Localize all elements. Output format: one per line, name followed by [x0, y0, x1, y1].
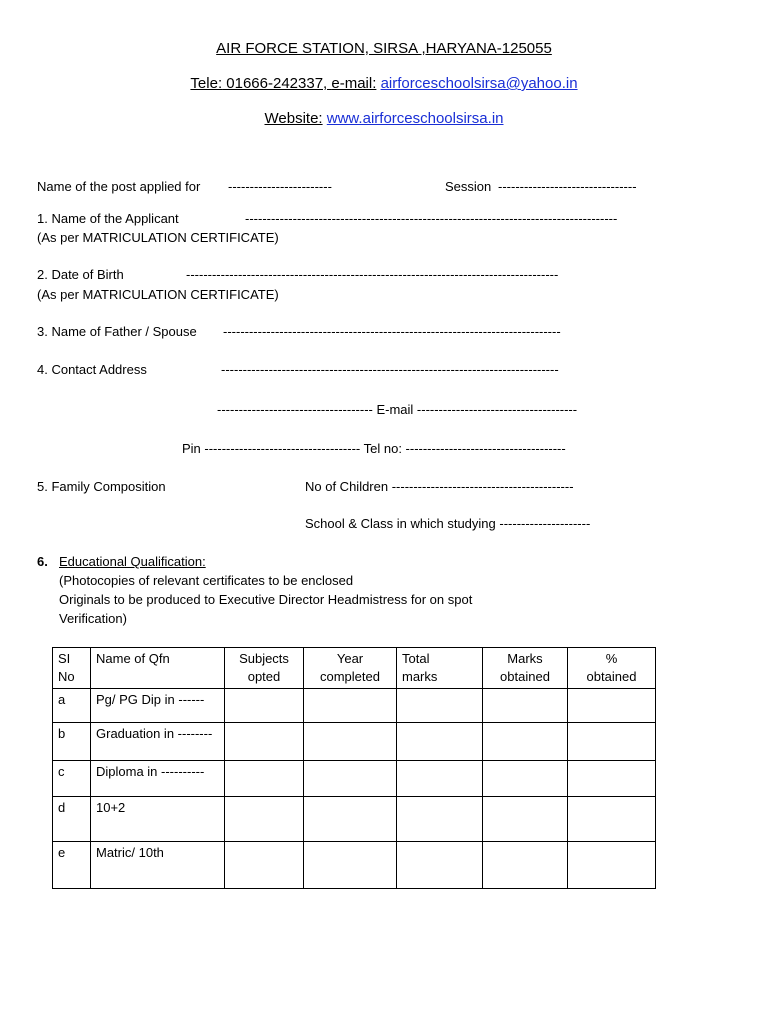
- cell-total[interactable]: [397, 761, 483, 797]
- q3-label: 3. Name of Father / Spouse: [37, 324, 197, 339]
- q5-label: 5. Family Composition: [37, 479, 166, 494]
- table-row: [53, 689, 656, 723]
- cell-percent[interactable]: [568, 797, 656, 842]
- school-line: School & Class in which studying ---------------------: [305, 516, 591, 531]
- children-line: No of Children ------------------------------------------: [305, 479, 574, 494]
- post-label: Name of the post applied for: [37, 179, 201, 194]
- website-label: Website:: [264, 110, 323, 127]
- cell-total[interactable]: [397, 723, 483, 761]
- row-name: Pg/ PG Dip in ------: [91, 689, 225, 723]
- cell-subjects[interactable]: [225, 761, 304, 797]
- cell-percent[interactable]: [568, 723, 656, 761]
- table-row: [53, 723, 656, 761]
- row-sl: d: [53, 797, 91, 842]
- cell-percent[interactable]: [568, 842, 656, 889]
- q1-note: (As per MATRICULATION CERTIFICATE): [37, 230, 279, 245]
- q4-label: 4. Contact Address: [37, 362, 147, 377]
- post-dash: ------------------------: [228, 179, 332, 194]
- cell-year[interactable]: [304, 689, 397, 723]
- q6-title: Educational Qualification:: [59, 554, 206, 569]
- q2-note: (As per MATRICULATION CERTIFICATE): [37, 287, 279, 302]
- q6-note3: Verification): [59, 611, 127, 626]
- table-header-row: [53, 648, 656, 689]
- q3-dash: ------------------------------------------------------------------------------: [223, 324, 561, 339]
- col-year: Year completed: [304, 648, 397, 689]
- q1-dash: --------------------------------------------------------------------------------------: [245, 211, 618, 226]
- row-sl: a: [53, 689, 91, 723]
- col-total: Total marks: [397, 648, 483, 689]
- cell-subjects[interactable]: [225, 842, 304, 889]
- email-line: ------------------------------------ E-mail -------------------------------------: [217, 402, 578, 417]
- q6-note2: Originals to be produced to Executive Director Headmistress for on spot: [59, 592, 473, 607]
- session-label: Session: [445, 179, 492, 194]
- table-row: [53, 761, 656, 797]
- session-dash: --------------------------------: [498, 179, 637, 194]
- cell-year[interactable]: [304, 797, 397, 842]
- cell-marks[interactable]: [483, 797, 568, 842]
- email-link[interactable]: airforceschoolsirsa@yahoo.in: [380, 75, 578, 92]
- row-name: Matric/ 10th: [91, 842, 225, 889]
- row-sl: e: [53, 842, 91, 889]
- cell-year[interactable]: [304, 723, 397, 761]
- cell-subjects[interactable]: [225, 689, 304, 723]
- col-subjects: Subjects opted: [225, 648, 304, 689]
- qualification-table: [52, 647, 656, 889]
- website-link[interactable]: www.airforceschoolsirsa.in: [326, 110, 504, 127]
- col-percent: % obtained: [568, 648, 656, 689]
- q2-dash: --------------------------------------------------------------------------------------: [186, 267, 559, 282]
- tele-label: Tele:: [190, 75, 223, 92]
- row-name: Diploma in ----------: [91, 761, 225, 797]
- tele-value: 01666-242337,: [222, 75, 332, 92]
- cell-percent[interactable]: [568, 689, 656, 723]
- row-name: 10+2: [91, 797, 225, 842]
- header-website: [0, 110, 768, 127]
- col-marks: Marks obtained: [483, 648, 568, 689]
- cell-marks[interactable]: [483, 723, 568, 761]
- cell-marks[interactable]: [483, 761, 568, 797]
- cell-subjects[interactable]: [225, 797, 304, 842]
- email-label: e-mail:: [331, 75, 377, 92]
- q2-label: 2. Date of Birth: [37, 267, 124, 282]
- cell-total[interactable]: [397, 689, 483, 723]
- q1-label: 1. Name of the Applicant: [37, 211, 179, 226]
- pin-line: Pin ------------------------------------ Tel no: -------------------------------------: [182, 441, 566, 456]
- col-name: Name of Qfn: [91, 648, 225, 689]
- header-address: AIR FORCE STATION, SIRSA ,HARYANA-125055: [216, 40, 552, 57]
- header-contact: [0, 75, 768, 92]
- cell-marks[interactable]: [483, 842, 568, 889]
- q6-note1: (Photocopies of relevant certificates to be enclosed: [59, 573, 354, 588]
- cell-subjects[interactable]: [225, 723, 304, 761]
- row-name: Graduation in --------: [91, 723, 225, 761]
- cell-marks[interactable]: [483, 689, 568, 723]
- cell-year[interactable]: [304, 842, 397, 889]
- table-row: [53, 797, 656, 842]
- q6-number: 6.: [37, 554, 48, 569]
- cell-percent[interactable]: [568, 761, 656, 797]
- cell-total[interactable]: [397, 842, 483, 889]
- cell-total[interactable]: [397, 797, 483, 842]
- cell-year[interactable]: [304, 761, 397, 797]
- row-sl: c: [53, 761, 91, 797]
- q4-dash: ------------------------------------------------------------------------------: [221, 362, 559, 377]
- table-row: [53, 842, 656, 889]
- row-sl: b: [53, 723, 91, 761]
- col-sl: SI No: [53, 648, 91, 689]
